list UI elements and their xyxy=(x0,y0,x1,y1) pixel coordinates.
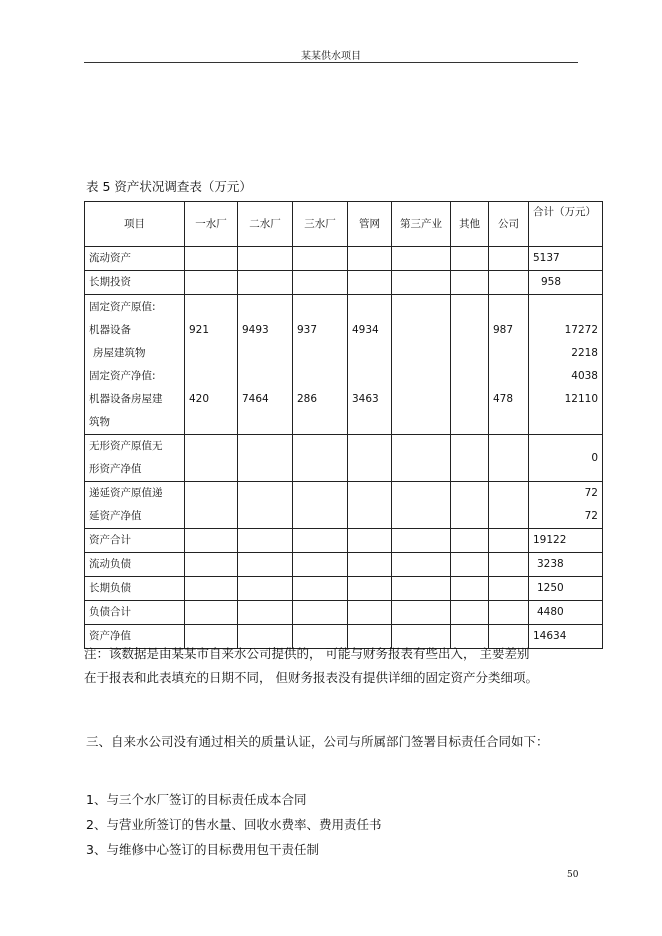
col-header-other: 其他 xyxy=(451,202,489,247)
row-total: 958 xyxy=(529,271,603,295)
row-total: 19122 xyxy=(529,529,603,553)
section-3-heading: 三、自来水公司没有通过相关的质量认证，公司与所属部门签署目标责任合同如下： xyxy=(86,734,549,749)
col-header-company: 公司 xyxy=(489,202,529,247)
list-item: 2、与营业所签订的售水量、回收水费率、费用责任书 xyxy=(86,817,382,832)
row-total: 0 xyxy=(529,435,603,482)
row-total: 1250 xyxy=(529,577,603,601)
cell-value: 4038 xyxy=(571,370,598,382)
row-total: 14634 xyxy=(529,625,603,649)
cell-value: 937 xyxy=(297,324,318,336)
cell-value: 9493 xyxy=(242,324,269,336)
table-row-deferred xyxy=(85,482,603,529)
list-item: 1、与三个水厂签订的目标责任成本合同 xyxy=(86,792,307,807)
table-row xyxy=(85,601,603,625)
cell-value: 4934 xyxy=(352,324,379,336)
cell-value: 3463 xyxy=(352,393,379,405)
asset-status-table xyxy=(84,201,603,649)
cell-value: 478 xyxy=(493,393,514,405)
table-row xyxy=(85,553,603,577)
row-label: 机器设备 xyxy=(89,324,131,336)
cell-value: 17272 xyxy=(564,324,598,336)
cell-value: 12110 xyxy=(564,393,598,405)
row-label: 筑物 xyxy=(89,416,110,428)
row-label: 固定资产净值: xyxy=(89,370,156,382)
col-header-plant2: 二水厂 xyxy=(238,202,293,247)
table-note-line-2: 在于报表和此表填充的日期不同， 但财务报表没有提供详细的固定资产分类细项。 xyxy=(84,670,538,685)
row-total: 3238 xyxy=(529,553,603,577)
cell-value: 7464 xyxy=(242,393,269,405)
row-label: 房屋建筑物 xyxy=(93,347,146,359)
page-number: 50 xyxy=(567,870,579,880)
row-label: 资产合计 xyxy=(85,529,185,553)
row-label: 无形资产原值无 xyxy=(89,440,163,452)
col-header-plant3: 三水厂 xyxy=(293,202,348,247)
header-divider xyxy=(84,62,578,63)
cell-value: 286 xyxy=(297,393,318,405)
table-note-line-1: 注：该数据是由某某市自来水公司提供的， 可能与财务报表有些出入， 主要差别 xyxy=(84,646,530,661)
cell-value: 2218 xyxy=(571,347,598,359)
table-row xyxy=(85,529,603,553)
row-label: 流动资产 xyxy=(85,247,185,271)
fixed-assets-labels xyxy=(85,295,185,435)
col-header-total: 合计（万元） xyxy=(529,202,603,247)
table-header-row xyxy=(85,202,603,247)
row-total: 5137 xyxy=(529,247,603,271)
col-header-plant1: 一水厂 xyxy=(185,202,238,247)
table-row-fixed-assets xyxy=(85,295,603,435)
cell-value: 921 xyxy=(189,324,210,336)
cell-value: 72 xyxy=(584,487,598,499)
row-label: 长期投资 xyxy=(85,271,185,295)
table-row xyxy=(85,577,603,601)
row-label: 延资产净值 xyxy=(89,510,142,522)
row-label: 资产净值 xyxy=(85,625,185,649)
row-total: 4480 xyxy=(529,601,603,625)
col-header-item: 项目 xyxy=(85,202,185,247)
row-label: 形资产净值 xyxy=(89,463,142,475)
table-row xyxy=(85,247,603,271)
row-label: 固定资产原值: xyxy=(89,301,156,313)
col-header-tertiary: 第三产业 xyxy=(392,202,451,247)
cell-value: 72 xyxy=(584,510,598,522)
row-label: 长期负债 xyxy=(85,577,185,601)
table-row-intangible xyxy=(85,435,603,482)
page-header-title: 某某供水项目 xyxy=(301,51,361,62)
col-header-pipe: 管网 xyxy=(348,202,392,247)
list-item: 3、与维修中心签订的目标费用包干责任制 xyxy=(86,842,319,857)
cell-value: 987 xyxy=(493,324,514,336)
cell-value: 420 xyxy=(189,393,210,405)
row-label: 流动负债 xyxy=(85,553,185,577)
table-row xyxy=(85,271,603,295)
row-label: 负债合计 xyxy=(85,601,185,625)
row-label: 递延资产原值递 xyxy=(89,487,163,499)
table-caption: 表 5 资产状况调查表（万元） xyxy=(86,179,252,194)
row-label: 机器设备房屋建 xyxy=(89,393,163,405)
